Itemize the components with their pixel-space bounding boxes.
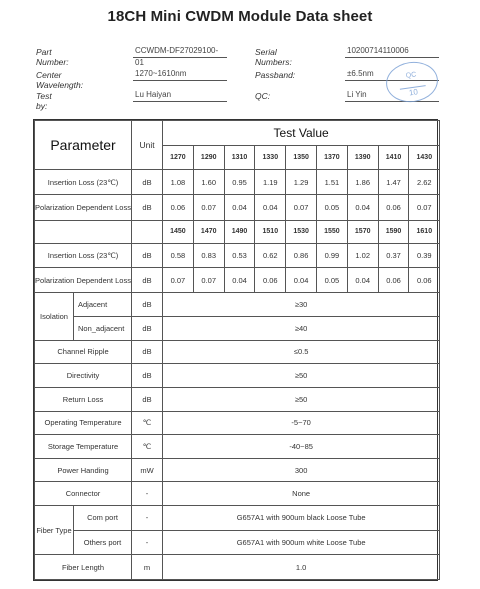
center-wavelength-value: 1270~1610nm <box>133 68 227 81</box>
others-port-label: Others port <box>74 530 132 555</box>
non-adjacent-value: ≥40 <box>163 317 440 341</box>
qc-label: QC: <box>255 91 271 101</box>
value-cell: 1.02 <box>347 244 378 268</box>
value-cell: 0.06 <box>163 194 194 220</box>
serial-label: Serial Numbers: <box>255 47 292 67</box>
non-adjacent-label: Non_adjacent <box>74 317 132 341</box>
storage-temperature-row <box>35 435 440 459</box>
value-cell: 0.07 <box>409 194 440 220</box>
value-cell: 0.04 <box>224 194 255 220</box>
wavelength-cell: 1530 <box>286 220 317 244</box>
value-cell: 0.86 <box>286 244 317 268</box>
fiber-length-label: Fiber Length <box>35 555 132 580</box>
unit-cell: dB <box>132 364 163 388</box>
wavelength-cell: 1590 <box>378 220 409 244</box>
wavelength-cell: 1410 <box>378 145 409 170</box>
serial-value: 10200714110006 <box>345 45 439 58</box>
center-wavelength-label: Center Wavelength: <box>36 70 84 90</box>
adjacent-value: ≥30 <box>163 293 440 317</box>
unit-cell: ℃ <box>132 435 163 459</box>
qc-stamp-line1: QC <box>405 71 417 80</box>
isolation-adjacent-row <box>35 293 440 317</box>
unit-cell: dB <box>132 244 163 268</box>
header-parameter: Parameter <box>35 121 132 170</box>
directivity-value: ≥50 <box>163 364 440 388</box>
storage-temperature-label: Storage Temperature <box>35 435 132 459</box>
fiber-com-port-row <box>35 505 440 530</box>
data-table-frame <box>33 119 438 581</box>
value-cell: 0.06 <box>409 267 440 293</box>
insertion-loss-label: Insertion Loss (23℃) <box>35 244 132 268</box>
value-cell: 0.39 <box>409 244 440 268</box>
value-cell: 0.04 <box>347 267 378 293</box>
power-handling-value: 300 <box>163 458 440 482</box>
wavelength-cell: 1610 <box>409 220 440 244</box>
wavelength-cell: 1550 <box>317 220 348 244</box>
operating-temperature-value: -5~70 <box>163 411 440 435</box>
value-cell: 1.08 <box>163 170 194 195</box>
value-cell: 1.51 <box>317 170 348 195</box>
part-number-label: Part Number: <box>36 47 69 67</box>
others-port-value: G657A1 with 900um white Loose Tube <box>163 530 440 555</box>
value-cell: 0.06 <box>378 194 409 220</box>
wavelength-cell: 1450 <box>163 220 194 244</box>
value-cell: 1.47 <box>378 170 409 195</box>
data-table <box>34 120 440 580</box>
header-unit: Unit <box>132 121 163 170</box>
value-cell: 0.07 <box>286 194 317 220</box>
value-cell: 2.62 <box>409 170 440 195</box>
value-cell: 0.95 <box>224 170 255 195</box>
unit-cell: mW <box>132 458 163 482</box>
operating-temperature-label: Operating Temperature <box>35 411 132 435</box>
com-port-label: Com port <box>74 505 132 530</box>
insertion-loss-row-b <box>35 244 440 268</box>
directivity-row <box>35 364 440 388</box>
test-by-label: Test by: <box>36 91 52 111</box>
passband-label: Passband: <box>255 70 296 80</box>
test-by-value: Lu Haiyan <box>133 89 227 102</box>
value-cell: 0.37 <box>378 244 409 268</box>
wavelength-cell: 1390 <box>347 145 378 170</box>
value-cell: 0.53 <box>224 244 255 268</box>
value-cell: 0.58 <box>163 244 194 268</box>
unit-cell: - <box>132 530 163 555</box>
header-test-value: Test Value <box>163 121 440 146</box>
channel-ripple-label: Channel Ripple <box>35 340 132 364</box>
pdl-label: Polarization Dependent Loss <box>35 267 132 293</box>
document-title: 18CH Mini CWDM Module Data sheet <box>107 8 373 25</box>
power-handling-row <box>35 458 440 482</box>
return-loss-label: Return Loss <box>35 387 132 411</box>
value-cell: 0.83 <box>193 244 224 268</box>
pdl-row-b <box>35 267 440 293</box>
qc-stamp-line2: 10 <box>400 85 427 99</box>
value-cell: 0.06 <box>378 267 409 293</box>
channel-ripple-value: ≤0.5 <box>163 340 440 364</box>
insertion-loss-label: Insertion Loss (23℃) <box>35 170 132 195</box>
com-port-value: G657A1 with 900um black Loose Tube <box>163 505 440 530</box>
wavelength-cell: 1510 <box>255 220 286 244</box>
isolation-non-adjacent-row <box>35 317 440 341</box>
value-cell: 0.06 <box>255 267 286 293</box>
adjacent-label: Adjacent <box>74 293 132 317</box>
value-cell: 0.07 <box>163 267 194 293</box>
value-cell: 0.05 <box>317 194 348 220</box>
power-handling-label: Power Handing <box>35 458 132 482</box>
wavelength-cell: 1270 <box>163 145 194 170</box>
unit-cell: dB <box>132 170 163 195</box>
wavelength-cell: 1290 <box>193 145 224 170</box>
unit-cell: dB <box>132 317 163 341</box>
wavelength-row-b <box>35 220 440 244</box>
value-cell: 0.04 <box>286 267 317 293</box>
value-cell: 0.99 <box>317 244 348 268</box>
fiber-type-label: Fiber Type <box>35 505 74 554</box>
wavelength-cell: 1570 <box>347 220 378 244</box>
value-cell: 0.04 <box>224 267 255 293</box>
passband-value: ±6.5nm <box>345 68 439 81</box>
value-cell: 0.62 <box>255 244 286 268</box>
unit-cell: dB <box>132 387 163 411</box>
unit-cell: dB <box>132 293 163 317</box>
value-cell: 0.07 <box>193 267 224 293</box>
unit-cell: dB <box>132 194 163 220</box>
insertion-loss-row-a <box>35 170 440 195</box>
wavelength-cell: 1310 <box>224 145 255 170</box>
value-cell: 0.05 <box>317 267 348 293</box>
wavelength-cell: 1470 <box>193 220 224 244</box>
isolation-label: Isolation <box>35 293 74 340</box>
unit-cell: dB <box>132 267 163 293</box>
storage-temperature-value: -40~85 <box>163 435 440 459</box>
empty-cell <box>35 220 132 244</box>
unit-cell: dB <box>132 340 163 364</box>
pdl-label: Polarization Dependent Loss <box>35 194 132 220</box>
connector-value: None <box>163 482 440 506</box>
value-cell: 0.07 <box>193 194 224 220</box>
connector-row <box>35 482 440 506</box>
return-loss-value: ≥50 <box>163 387 440 411</box>
channel-ripple-row <box>35 340 440 364</box>
fiber-others-port-row <box>35 530 440 555</box>
wavelength-cell: 1490 <box>224 220 255 244</box>
wavelength-cell: 1370 <box>317 145 348 170</box>
return-loss-row <box>35 387 440 411</box>
empty-cell <box>132 220 163 244</box>
unit-cell: m <box>132 555 163 580</box>
unit-cell: - <box>132 482 163 506</box>
value-cell: 1.19 <box>255 170 286 195</box>
fiber-length-row <box>35 555 440 580</box>
directivity-label: Directivity <box>35 364 132 388</box>
unit-cell: ℃ <box>132 411 163 435</box>
value-cell: 1.29 <box>286 170 317 195</box>
value-cell: 1.86 <box>347 170 378 195</box>
value-cell: 1.60 <box>193 170 224 195</box>
part-number-value: CCWDM-DF27029100-01 <box>133 45 227 58</box>
wavelength-cell: 1330 <box>255 145 286 170</box>
pdl-row-a <box>35 194 440 220</box>
value-cell: 0.04 <box>347 194 378 220</box>
wavelength-cell: 1430 <box>409 145 440 170</box>
qc-value: Li Yin <box>345 89 439 102</box>
operating-temperature-row <box>35 411 440 435</box>
fiber-length-value: 1.0 <box>163 555 440 580</box>
value-cell: 0.04 <box>255 194 286 220</box>
wavelength-cell: 1350 <box>286 145 317 170</box>
connector-label: Connector <box>35 482 132 506</box>
unit-cell: - <box>132 505 163 530</box>
